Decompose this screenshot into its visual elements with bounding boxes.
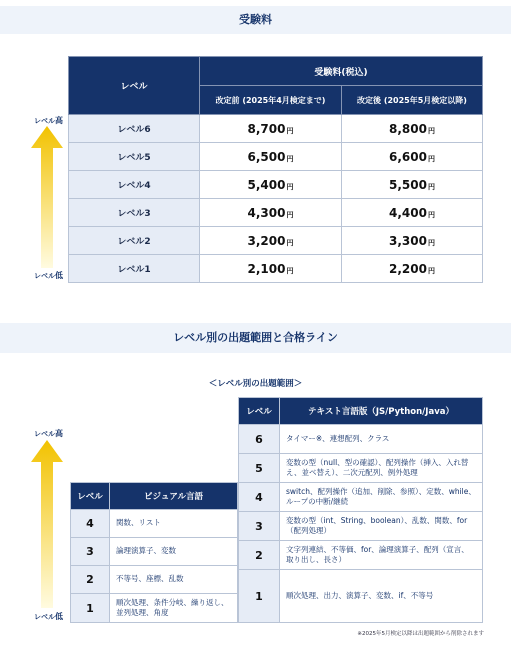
fee-before-cell — [200, 255, 342, 283]
level-number: 4 — [71, 510, 110, 538]
fee-level-cell: レベル1 — [69, 255, 200, 283]
yen-unit: 円 — [286, 210, 294, 219]
table-row — [69, 115, 483, 143]
scope-description: 論理演算子、変数 — [110, 538, 238, 566]
section-header-fees — [0, 6, 511, 34]
fee-table-level-header: レベル — [69, 57, 200, 115]
yen-unit: 円 — [427, 154, 435, 163]
level-low-prefix: レベル — [34, 272, 55, 280]
fee-after-cell — [342, 227, 483, 255]
fee-after-value: 4,400 — [389, 205, 427, 220]
footnote: ※2025年5月検定以降は出題範囲から削除されます — [357, 631, 484, 637]
yen-unit: 円 — [427, 182, 435, 191]
fee-before-value: 8,700 — [247, 121, 286, 136]
level-number: 3 — [71, 538, 110, 566]
table-row — [239, 425, 483, 454]
fee-before-value: 3,200 — [247, 233, 286, 248]
fee-after-cell — [342, 255, 483, 283]
text-language-table — [238, 397, 483, 623]
table-row — [69, 171, 483, 199]
fee-after-cell — [342, 199, 483, 227]
visual-table-level-header: レベル — [71, 483, 110, 510]
fee-before-value: 2,100 — [247, 261, 286, 276]
fee-level-cell: レベル3 — [69, 199, 200, 227]
yen-unit: 円 — [286, 154, 294, 163]
fee-after-value: 5,500 — [389, 177, 427, 192]
fee-table-before-header: 改定前 (2025年4月検定まで) — [200, 86, 342, 115]
level-low-text: 低 — [55, 271, 63, 280]
fee-table-fee-header: 受験料(税込) — [200, 57, 483, 86]
table-row — [69, 143, 483, 171]
fee-before-value: 5,400 — [247, 177, 286, 192]
level-number: 6 — [239, 425, 280, 454]
fee-before-cell — [200, 143, 342, 171]
fee-after-value: 8,800 — [389, 121, 427, 136]
fee-before-cell — [200, 227, 342, 255]
fee-before-value: 4,300 — [247, 205, 286, 220]
fee-after-cell — [342, 115, 483, 143]
table-row — [71, 594, 238, 623]
section-header-scope — [0, 323, 511, 353]
scope-description: 変数の型（null、型の確認）、配列操作（挿入、入れ替え、並べ替え）、二次元配列、例外処理 — [280, 454, 483, 483]
level-low-label — [34, 270, 63, 281]
scope-description: 順次処理、条件分岐、繰り返し、並列処理、角度 — [110, 594, 238, 623]
section-title-scope: レベル別の出題範囲と合格ライン — [173, 331, 338, 344]
fee-before-value: 6,500 — [247, 149, 286, 164]
yen-unit: 円 — [286, 126, 294, 135]
yen-unit: 円 — [286, 182, 294, 191]
level-high-prefix: レベル — [34, 117, 55, 125]
fee-before-cell — [200, 199, 342, 227]
fee-level-cell: レベル2 — [69, 227, 200, 255]
level-number: 1 — [239, 570, 280, 623]
yen-unit: 円 — [427, 238, 435, 247]
table-row — [69, 227, 483, 255]
text-table-title-header: テキスト言語版（JS/Python/Java） — [280, 398, 483, 425]
yen-unit: 円 — [427, 266, 435, 275]
level-number: 1 — [71, 594, 110, 623]
section-title-fees: 受験料 — [239, 13, 272, 26]
fee-after-cell — [342, 143, 483, 171]
level-high-label — [34, 428, 63, 439]
scope-description: タイマー※、連想配列、クラス — [280, 425, 483, 454]
scope-description: switch、配列操作（追加、削除、参照）、定数、while、ループの中断/継続 — [280, 483, 483, 512]
yen-unit: 円 — [427, 126, 435, 135]
fee-after-cell — [342, 171, 483, 199]
yen-unit: 円 — [286, 266, 294, 275]
table-row — [239, 483, 483, 512]
scope-caption: ＜レベル別の出題範囲＞ — [208, 379, 303, 389]
table-row — [71, 510, 238, 538]
level-low-prefix: レベル — [34, 613, 55, 621]
table-row — [239, 454, 483, 483]
scope-description: 文字列連結、不等価、for、論理演算子、配列（宣言、取り出し、長さ） — [280, 541, 483, 570]
scope-description: 変数の型（int、String、boolean）、乱数、関数、for（配列処理） — [280, 512, 483, 541]
fee-table-after-header: 改定後 (2025年5月検定以降) — [342, 86, 483, 115]
fee-before-cell — [200, 115, 342, 143]
fee-level-cell: レベル5 — [69, 143, 200, 171]
fee-after-value: 6,600 — [389, 149, 427, 164]
table-row — [71, 538, 238, 566]
level-arrow-icon — [31, 126, 63, 268]
level-low-text: 低 — [55, 612, 63, 621]
level-number: 2 — [71, 566, 110, 594]
level-arrow-icon — [31, 440, 63, 608]
scope-description: 順次処理、出力、演算子、変数、if、不等号 — [280, 570, 483, 623]
fee-after-value: 2,200 — [389, 261, 427, 276]
level-number: 4 — [239, 483, 280, 512]
scope-description: 関数、リスト — [110, 510, 238, 538]
visual-table-title-header: ビジュアル言語 — [110, 483, 238, 510]
fee-level-cell: レベル6 — [69, 115, 200, 143]
fee-level-cell: レベル4 — [69, 171, 200, 199]
table-row — [239, 512, 483, 541]
yen-unit: 円 — [427, 210, 435, 219]
table-row — [239, 541, 483, 570]
table-row — [69, 255, 483, 283]
level-low-label — [34, 611, 63, 622]
visual-language-table — [70, 482, 238, 623]
yen-unit: 円 — [286, 238, 294, 247]
scope-description: 不等号、座標、乱数 — [110, 566, 238, 594]
table-row — [239, 570, 483, 623]
level-high-prefix: レベル — [34, 430, 55, 438]
table-row — [69, 199, 483, 227]
text-table-level-header: レベル — [239, 398, 280, 425]
level-high-label — [34, 115, 63, 126]
level-number: 5 — [239, 454, 280, 483]
fee-table — [68, 56, 483, 283]
level-high-text: 高 — [55, 116, 63, 125]
level-high-text: 高 — [55, 429, 63, 438]
level-number: 2 — [239, 541, 280, 570]
fee-after-value: 3,300 — [389, 233, 427, 248]
level-number: 3 — [239, 512, 280, 541]
table-row — [71, 566, 238, 594]
fee-before-cell — [200, 171, 342, 199]
